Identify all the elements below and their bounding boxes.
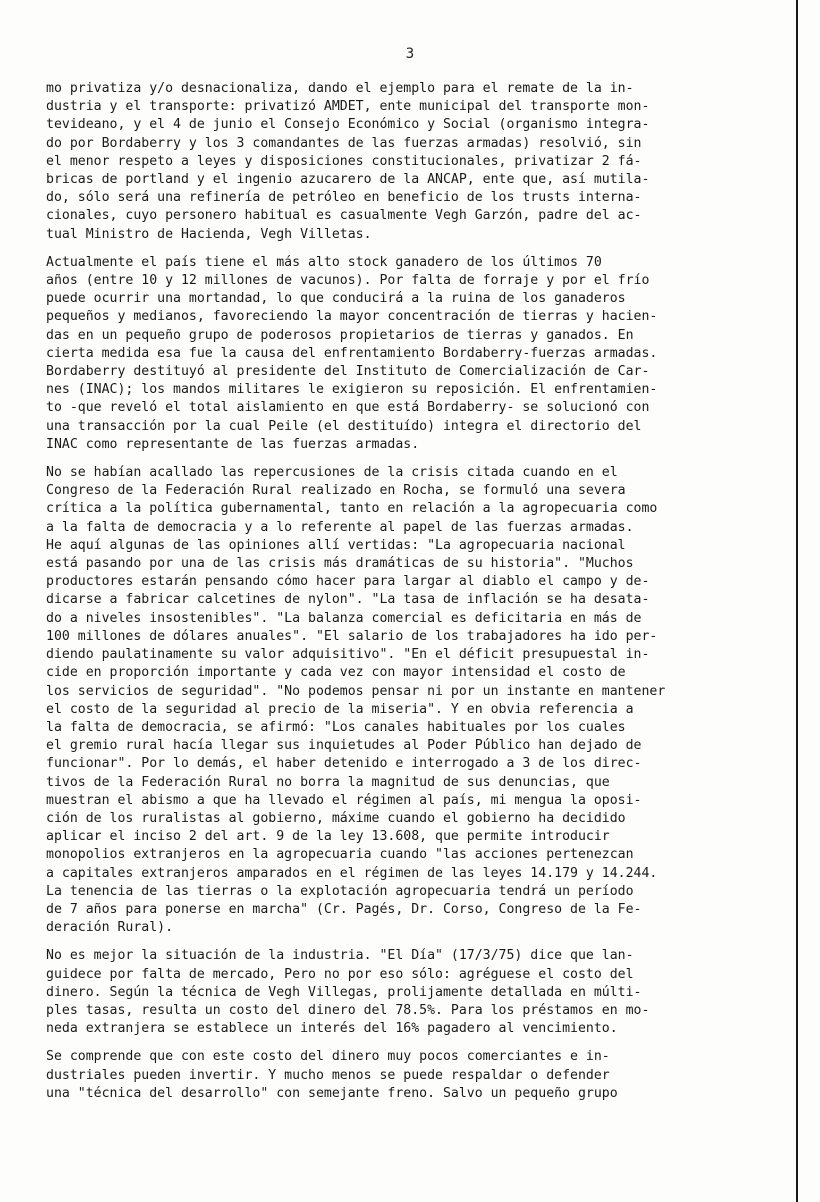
text-line: tevideano, y el 4 de junio el Consejo Económico y Social (organismo integra-	[46, 117, 650, 133]
text-line: dustria y el transporte: privatizó AMDET, ente municipal del transporte mon-	[46, 99, 650, 115]
text-line: monopolios extranjeros en la agropecuaria cuando "las acciones pertenezcan	[46, 847, 634, 863]
text-line: do a niveles insostenibles". "La balanza comercial es deficitaria en más de	[46, 610, 642, 626]
text-line: No es mejor la situación de la industria. "El Día" (17/3/75) dice que lan-	[46, 948, 634, 964]
text-line: neda extranjera se establece un interés del 16% pagadero al vencimiento.	[46, 1021, 618, 1037]
text-line: una transacción por la cual Peile (el destituído) integra el directorio del	[46, 418, 642, 434]
text-line: mo privatiza y/o desnacionaliza, dando el ejemplo para el remate de la in-	[46, 81, 634, 96]
text-line: años (entre 10 y 12 millones de vacunos). Por falta de forraje y por el frío	[46, 273, 650, 289]
text-line: He aquí algunas de las opiniones allí vertidas: "La agropecuaria nacional	[46, 537, 626, 553]
text-line: Bordaberry destituyó al presidente del Instituto de Comercialización de Car-	[46, 364, 650, 380]
paragraph	[46, 947, 798, 1038]
text-line: bricas de portland y el ingenio azucarero de la ANCAP, ente que, así mutila-	[46, 172, 650, 188]
body-text	[46, 80, 798, 1113]
text-line: cierta medida esa fue la causa del enfrentamiento Bordaberry-fuerzas armadas.	[46, 345, 658, 361]
page-number: 3	[405, 46, 415, 62]
text-line: los servicios de seguridad". "No podemos pensar ni por un instante en mantener	[46, 683, 666, 699]
text-line: INAC como representante de las fuerzas armadas.	[46, 436, 420, 452]
paragraph	[46, 1048, 798, 1103]
paragraph	[46, 80, 798, 244]
text-line: puede ocurrir una mortandad, lo que conducirá a la ruina de los ganaderos	[46, 291, 626, 307]
text-line: a la falta de democracia y a lo referente al papel de las fuerzas armadas.	[46, 519, 634, 535]
text-line: 100 millones de dólares anuales". "El salario de los trabajadores ha ido per-	[46, 628, 658, 644]
text-line: tual Ministro de Hacienda, Vegh Villetas.	[46, 226, 372, 242]
text-line: Actualmente el país tiene el más alto stock ganadero de los últimos 70	[46, 254, 602, 270]
text-line: dicarse a fabricar calcetines de nylon". "La tasa de inflación se ha desata-	[46, 592, 650, 608]
text-line: está pasando por una de las crisis más dramáticas de su historia". "Muchos	[46, 556, 634, 572]
text-line: de 7 años para ponerse en marcha" (Cr. Pagés, Dr. Corso, Congreso de la Fe-	[46, 901, 642, 917]
text-line: do, sólo será una refinería de petróleo en beneficio de los trusts interna-	[46, 190, 642, 206]
text-line: do por Bordaberry y los 3 comandantes de las fuerzas armadas) resolvió, sin	[46, 135, 642, 151]
text-line: crítica a la política gubernamental, tanto en relación a la agropecuaria como	[46, 501, 658, 517]
text-line: to -que reveló el total aislamiento en que está Bordaberry- se solucionó con	[46, 400, 650, 416]
text-line: deración Rural).	[46, 920, 174, 936]
text-line: funcionar". Por lo demás, el haber detenido e interrogado a 3 de los direc-	[46, 756, 642, 772]
text-line: dinero. Según la técnica de Vegh Villegas, prolijamente detallada en múlti-	[46, 984, 642, 1000]
text-line: dustriales pueden invertir. Y mucho menos se puede respaldar o defender	[46, 1067, 610, 1083]
text-line: Se comprende que con este costo del dinero muy pocos comerciantes e in-	[46, 1049, 610, 1065]
text-line: No se habían acallado las repercusiones de la crisis citada cuando en el	[46, 465, 618, 481]
text-line: La tenencia de las tierras o la explotación agropecuaria tendrá un período	[46, 883, 634, 899]
text-line: la falta de democracia, se afirmó: "Los canales habituales por los cuales	[46, 719, 626, 735]
text-line: el menor respeto a leyes y disposiciones constitucionales, privatizar 2 fá-	[46, 153, 642, 169]
text-line: muestran el abismo a que ha llevado el régimen al país, mi mengua la oposi-	[46, 792, 642, 808]
text-line: tivos de la Federación Rural no borra la magnitud de sus denuncias, que	[46, 774, 610, 790]
text-line: cide en proporción importante y cada vez con mayor intensidad el costo de	[46, 665, 626, 681]
text-line: ción de los ruralistas al gobierno, máxime cuando el gobierno ha decidido	[46, 810, 626, 826]
text-line: el gremio rural hacía llegar sus inquietudes al Poder Público han dejado de	[46, 738, 642, 754]
text-line: Congreso de la Federación Rural realizado en Rocha, se formuló una severa	[46, 483, 626, 499]
text-line: diendo paulatinamente su valor adquisitivo". "En el déficit presupuestal in-	[46, 647, 650, 663]
text-line: cionales, cuyo personero habitual es casualmente Vegh Garzón, padre del ac-	[46, 208, 642, 224]
text-line: ples tasas, resulta un costo del dinero del 78.5%. Para los préstamos en mo-	[46, 1002, 650, 1018]
text-line: una "técnica del desarrollo" con semejante freno. Salvo un pequeño grupo	[46, 1085, 618, 1101]
text-line: guidece por falta de mercado, Pero no por eso sólo: agréguese el costo del	[46, 966, 634, 982]
paragraph	[46, 254, 798, 454]
text-line: pequeños y medianos, favoreciendo la mayor concentración de tierras y hacien-	[46, 309, 658, 325]
paragraph	[46, 464, 798, 937]
text-line: nes (INAC); los mandos militares le exigieron su reposición. El enfrentamien-	[46, 382, 658, 398]
text-line: das en un pequeño grupo de poderosos propietarios de tierras y ganados. En	[46, 327, 634, 343]
text-line: el costo de la seguridad al precio de la miseria". Y en obvia referencia a	[46, 701, 634, 717]
text-line: productores estarán pensando cómo hacer para largar al diablo el campo y de-	[46, 574, 650, 590]
text-line: a capitales extranjeros amparados en el régimen de las leyes 14.179 y 14.244.	[46, 865, 658, 881]
text-line: aplicar el inciso 2 del art. 9 de la ley 13.608, que permite introducir	[46, 829, 610, 845]
